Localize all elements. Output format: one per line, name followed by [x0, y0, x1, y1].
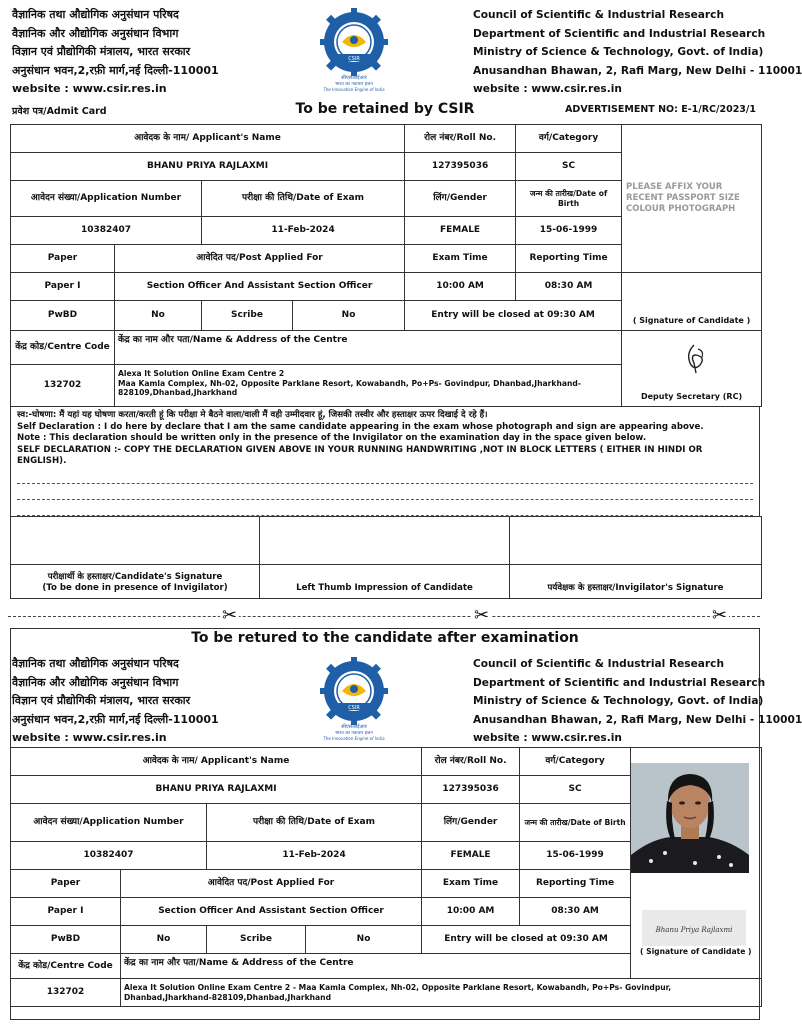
english-line: Department of Scientific and Industrial Research [473, 27, 766, 40]
entry-note: Entry will be closed at 09:30 AM [422, 926, 631, 954]
header-english [473, 6, 802, 99]
thumb-impression-label: Left Thumb Impression of Candidate [260, 565, 510, 599]
centre-code-label: केंद्र कोड/Centre Code [11, 954, 121, 979]
applicant-name-label: आवेदक के नाम/ Applicant's Name [11, 125, 405, 153]
header-english [473, 655, 802, 748]
gender-value: FEMALE [405, 217, 516, 245]
reporting-time-value: 08:30 AM [516, 273, 622, 301]
pwbd-value: No [121, 926, 207, 954]
roll-no-label: रोल नंबर/Roll No. [422, 748, 520, 776]
centre-address: Maa Kamla Complex, Nh-02, Opposite Parklane Resort, Kowabandh, Po+Ps- Govindpur, Dhanbad,Jharkhand-828109,Dhanbad,Jharkhand [118, 378, 581, 397]
deputy-secretary-box: Deputy Secretary (RC) [622, 331, 762, 407]
declaration-instruction: SELF DECLARATION :- COPY THE DECLARATION GIVEN ABOVE IN YOUR RUNNING HANDWRITING ,NOT IN BLOCK LETTERS ( EITHER IN HINDI OR ENGLISH). [17, 444, 703, 466]
post-applied-label: आवेदित पद/Post Applied For [121, 870, 422, 898]
centre-address-label: केंद्र का नाम और पता/Name & Address of the Centre [115, 331, 622, 365]
csir-logo [312, 657, 396, 743]
exam-time-label: Exam Time [405, 245, 516, 273]
application-number-label: आवेदन संख्या/Application Number [11, 181, 202, 217]
header-hindi [12, 6, 219, 99]
category-value: SC [516, 153, 622, 181]
hindi-line: वैज्ञानिक और औद्योगिक अनुसंधान विभाग [12, 675, 179, 689]
declaration-english: Self Declaration : I do here by declare that I am the same candidate appearing in the exam whose photograph and sign are appearing above. [17, 421, 704, 432]
exam-time-label: Exam Time [422, 870, 520, 898]
candidate-signature-image [642, 910, 746, 946]
scribe-value: No [306, 926, 422, 954]
paper-label: Paper [11, 870, 121, 898]
category-label: वर्ग/Category [516, 125, 622, 153]
hindi-line: अनुसंधान भवन,2,रफ़ी मार्ग,नई दिल्ली-110001 [12, 712, 219, 726]
english-line: Council of Scientific & Industrial Research [473, 658, 724, 670]
candidate-signature-note: (To be done in presence of Invigilator) [42, 583, 228, 593]
csir-logo [312, 8, 396, 94]
roll-no-label: रोल नंबर/Roll No. [405, 125, 516, 153]
cut-line [8, 616, 760, 617]
admit-card-label: प्रवेश पत्र/Admit Card [12, 106, 107, 117]
declaration-hindi: स्व:-घोषणा: मैं यहां यह घोषणा करता/करती हूं कि परीक्षा मे बैठने वाला/वाली मैं वही उम्मीदवार हूं, जिसकी तस्वीर और हस्ताक्षर ऊपर दिखाई दे रहे हैं। [17, 410, 488, 420]
hindi-line: वैज्ञानिक तथा औद्योगिक अनुसंधान परिषद [12, 8, 179, 21]
gender-value: FEMALE [422, 842, 520, 870]
header-bottom [0, 655, 802, 745]
signature-handwriting: Bhanu Priya Rajlaxmi [655, 926, 733, 934]
dob-value: 15-06-1999 [516, 217, 622, 245]
hindi-line: विज्ञान एवं प्रौद्योगिकी मंत्रालय, भारत सरकार [12, 694, 191, 707]
english-line: Ministry of Science & Technology, Govt. of India) [473, 695, 764, 707]
reporting-time-label: Reporting Time [520, 870, 631, 898]
invigilator-signature-space[interactable] [510, 517, 762, 565]
admit-card-table [10, 124, 762, 407]
post-applied-value: Section Officer And Assistant Section Officer [115, 273, 405, 301]
dob-label: जन्म की तारीख/Date of Birth [520, 804, 631, 842]
exam-time-value: 10:00 AM [405, 273, 516, 301]
english-line: Department of Scientific and Industrial Research [473, 676, 766, 689]
application-number-label: आवेदन संख्या/Application Number [11, 804, 207, 842]
logo-hindi: सीएसआईआर [341, 724, 367, 730]
roll-no-value: 127395036 [405, 153, 516, 181]
header-hindi [12, 655, 219, 748]
thumb-impression-space[interactable] [260, 517, 510, 565]
roll-no-value: 127395036 [422, 776, 520, 804]
applicant-name-value: BHANU PRIYA RAJLAXMI [11, 776, 422, 804]
return-section-title: To be retured to the candidate after examination [191, 630, 579, 646]
admit-card-strip [10, 100, 760, 120]
applicant-name-value: BHANU PRIYA RAJLAXMI [11, 153, 405, 181]
hindi-line: अनुसंधान भवन,2,रफ़ी मार्ग,नई दिल्ली-110001 [12, 63, 219, 77]
date-of-exam-label: परीक्षा की तिथि/Date of Exam [207, 804, 422, 842]
dob-label: जन्म की तारीख/Date of Birth [516, 181, 622, 217]
application-number-value: 10382407 [11, 217, 202, 245]
post-applied-value: Section Officer And Assistant Section Officer [121, 898, 422, 926]
scissors-icon: ✂ [712, 605, 728, 626]
candidate-signature-caption [11, 565, 260, 599]
handwriting-line[interactable] [17, 488, 753, 500]
pwbd-label: PwBD [11, 301, 115, 331]
scribe-value: No [293, 301, 405, 331]
retained-title: To be retained by CSIR [295, 101, 475, 117]
website-link[interactable]: website : www.csir.res.in [12, 82, 167, 95]
centre-code-value: 132702 [11, 365, 115, 407]
reporting-time-label: Reporting Time [516, 245, 622, 273]
logo-tagline-hindi: भारत का नवाचार इंजन [335, 731, 373, 736]
deputy-signature-image [682, 343, 710, 377]
website-link[interactable]: website : www.csir.res.in [473, 732, 622, 744]
category-label: वर्ग/Category [520, 748, 631, 776]
header-top [0, 6, 802, 96]
centre-name: Alexa It Solution Online Exam Centre 2 [118, 369, 285, 378]
candidate-signature-box: ( Signature of Candidate ) [622, 273, 762, 331]
logo-text: CSIR [348, 705, 360, 711]
scribe-label: Scribe [202, 301, 293, 331]
paper-value: Paper I [11, 898, 121, 926]
signature-table [10, 516, 762, 599]
paper-value: Paper I [11, 273, 115, 301]
centre-code-value: 132702 [11, 979, 121, 1007]
hindi-line: वैज्ञानिक और औद्योगिक अनुसंधान विभाग [12, 26, 179, 40]
centre-full-address: Alexa It Solution Online Exam Centre 2 - Maa Kamla Complex, Nh-02, Opposite Parklane Resort, Kowabandh, Po+Ps- Govindpur, Dhanbad,Jharkhand-828109,Dhanbad,Jharkhand [121, 979, 762, 1007]
category-value: SC [520, 776, 631, 804]
dob-value: 15-06-1999 [520, 842, 631, 870]
handwriting-line[interactable] [17, 504, 753, 516]
logo-text: CSIR [348, 56, 360, 62]
logo-tagline: The Innovation Engine of India [323, 87, 385, 92]
centre-address-value [115, 365, 622, 407]
hindi-line: वैज्ञानिक तथा औद्योगिक अनुसंधान परिषद [12, 657, 179, 670]
website-link[interactable]: website : www.csir.res.in [12, 731, 167, 744]
date-of-exam-label: परीक्षा की तिथि/Date of Exam [202, 181, 405, 217]
advertisement-number: ADVERTISEMENT NO: E-1/RC/2023/1 [565, 104, 756, 115]
english-line: Anusandhan Bhawan, 2, Rafi Marg, New Delhi - 110001 [473, 64, 802, 77]
gender-label: लिंग/Gender [422, 804, 520, 842]
application-number-value: 10382407 [11, 842, 207, 870]
self-declaration [10, 407, 760, 517]
pwbd-value: No [115, 301, 202, 331]
logo-hindi: सीएसआईआर [341, 75, 367, 81]
logo-tagline-hindi: भारत का नवाचार इंजन [335, 82, 373, 87]
english-line: Anusandhan Bhawan, 2, Rafi Marg, New Delhi - 110001 [473, 713, 802, 726]
hindi-line: विज्ञान एवं प्रौद्योगिकी मंत्रालय, भारत सरकार [12, 45, 191, 58]
signature-caption: ( Signature of Candidate ) [640, 947, 752, 956]
scissors-icon: ✂ [222, 605, 238, 626]
centre-address-label: केंद्र का नाम और पता/Name & Address of the Centre [121, 954, 631, 979]
scissors-icon: ✂ [474, 605, 490, 626]
post-applied-label: आवेदित पद/Post Applied For [115, 245, 405, 273]
english-line: Ministry of Science & Technology, Govt. of India) [473, 46, 764, 58]
exam-time-value: 10:00 AM [422, 898, 520, 926]
website-link[interactable]: website : www.csir.res.in [473, 83, 622, 95]
paper-label: Paper [11, 245, 115, 273]
candidate-signature-label: परीक्षार्थी के हस्ताक्षर/Candidate's Signature [47, 572, 223, 582]
centre-code-label: केंद्र कोड/Centre Code [11, 331, 115, 365]
entry-note: Entry will be closed at 09:30 AM [405, 301, 622, 331]
handwriting-line[interactable] [17, 472, 753, 484]
reporting-time-value: 08:30 AM [520, 898, 631, 926]
candidate-signature-space[interactable] [11, 517, 260, 565]
applicant-name-label: आवेदक के नाम/ Applicant's Name [11, 748, 422, 776]
english-line: Council of Scientific & Industrial Research [473, 9, 724, 21]
declaration-note: Note : This declaration should be written only in the presence of the Invigilator on the examination day in the space given below. [17, 433, 647, 443]
date-of-exam-value: 11-Feb-2024 [202, 217, 405, 245]
scribe-label: Scribe [207, 926, 306, 954]
logo-tagline: The Innovation Engine of India [323, 736, 385, 741]
pwbd-label: PwBD [11, 926, 121, 954]
photo-placeholder: PLEASE AFFIX YOUR RECENT PASSPORT SIZE COLOUR PHOTOGRAPH [622, 125, 762, 273]
gender-label: लिंग/Gender [405, 181, 516, 217]
candidate-photo [631, 763, 749, 873]
date-of-exam-value: 11-Feb-2024 [207, 842, 422, 870]
invigilator-signature-label: पर्यवेक्षक के हस्ताक्षर/Invigilator's Signature [510, 565, 762, 599]
